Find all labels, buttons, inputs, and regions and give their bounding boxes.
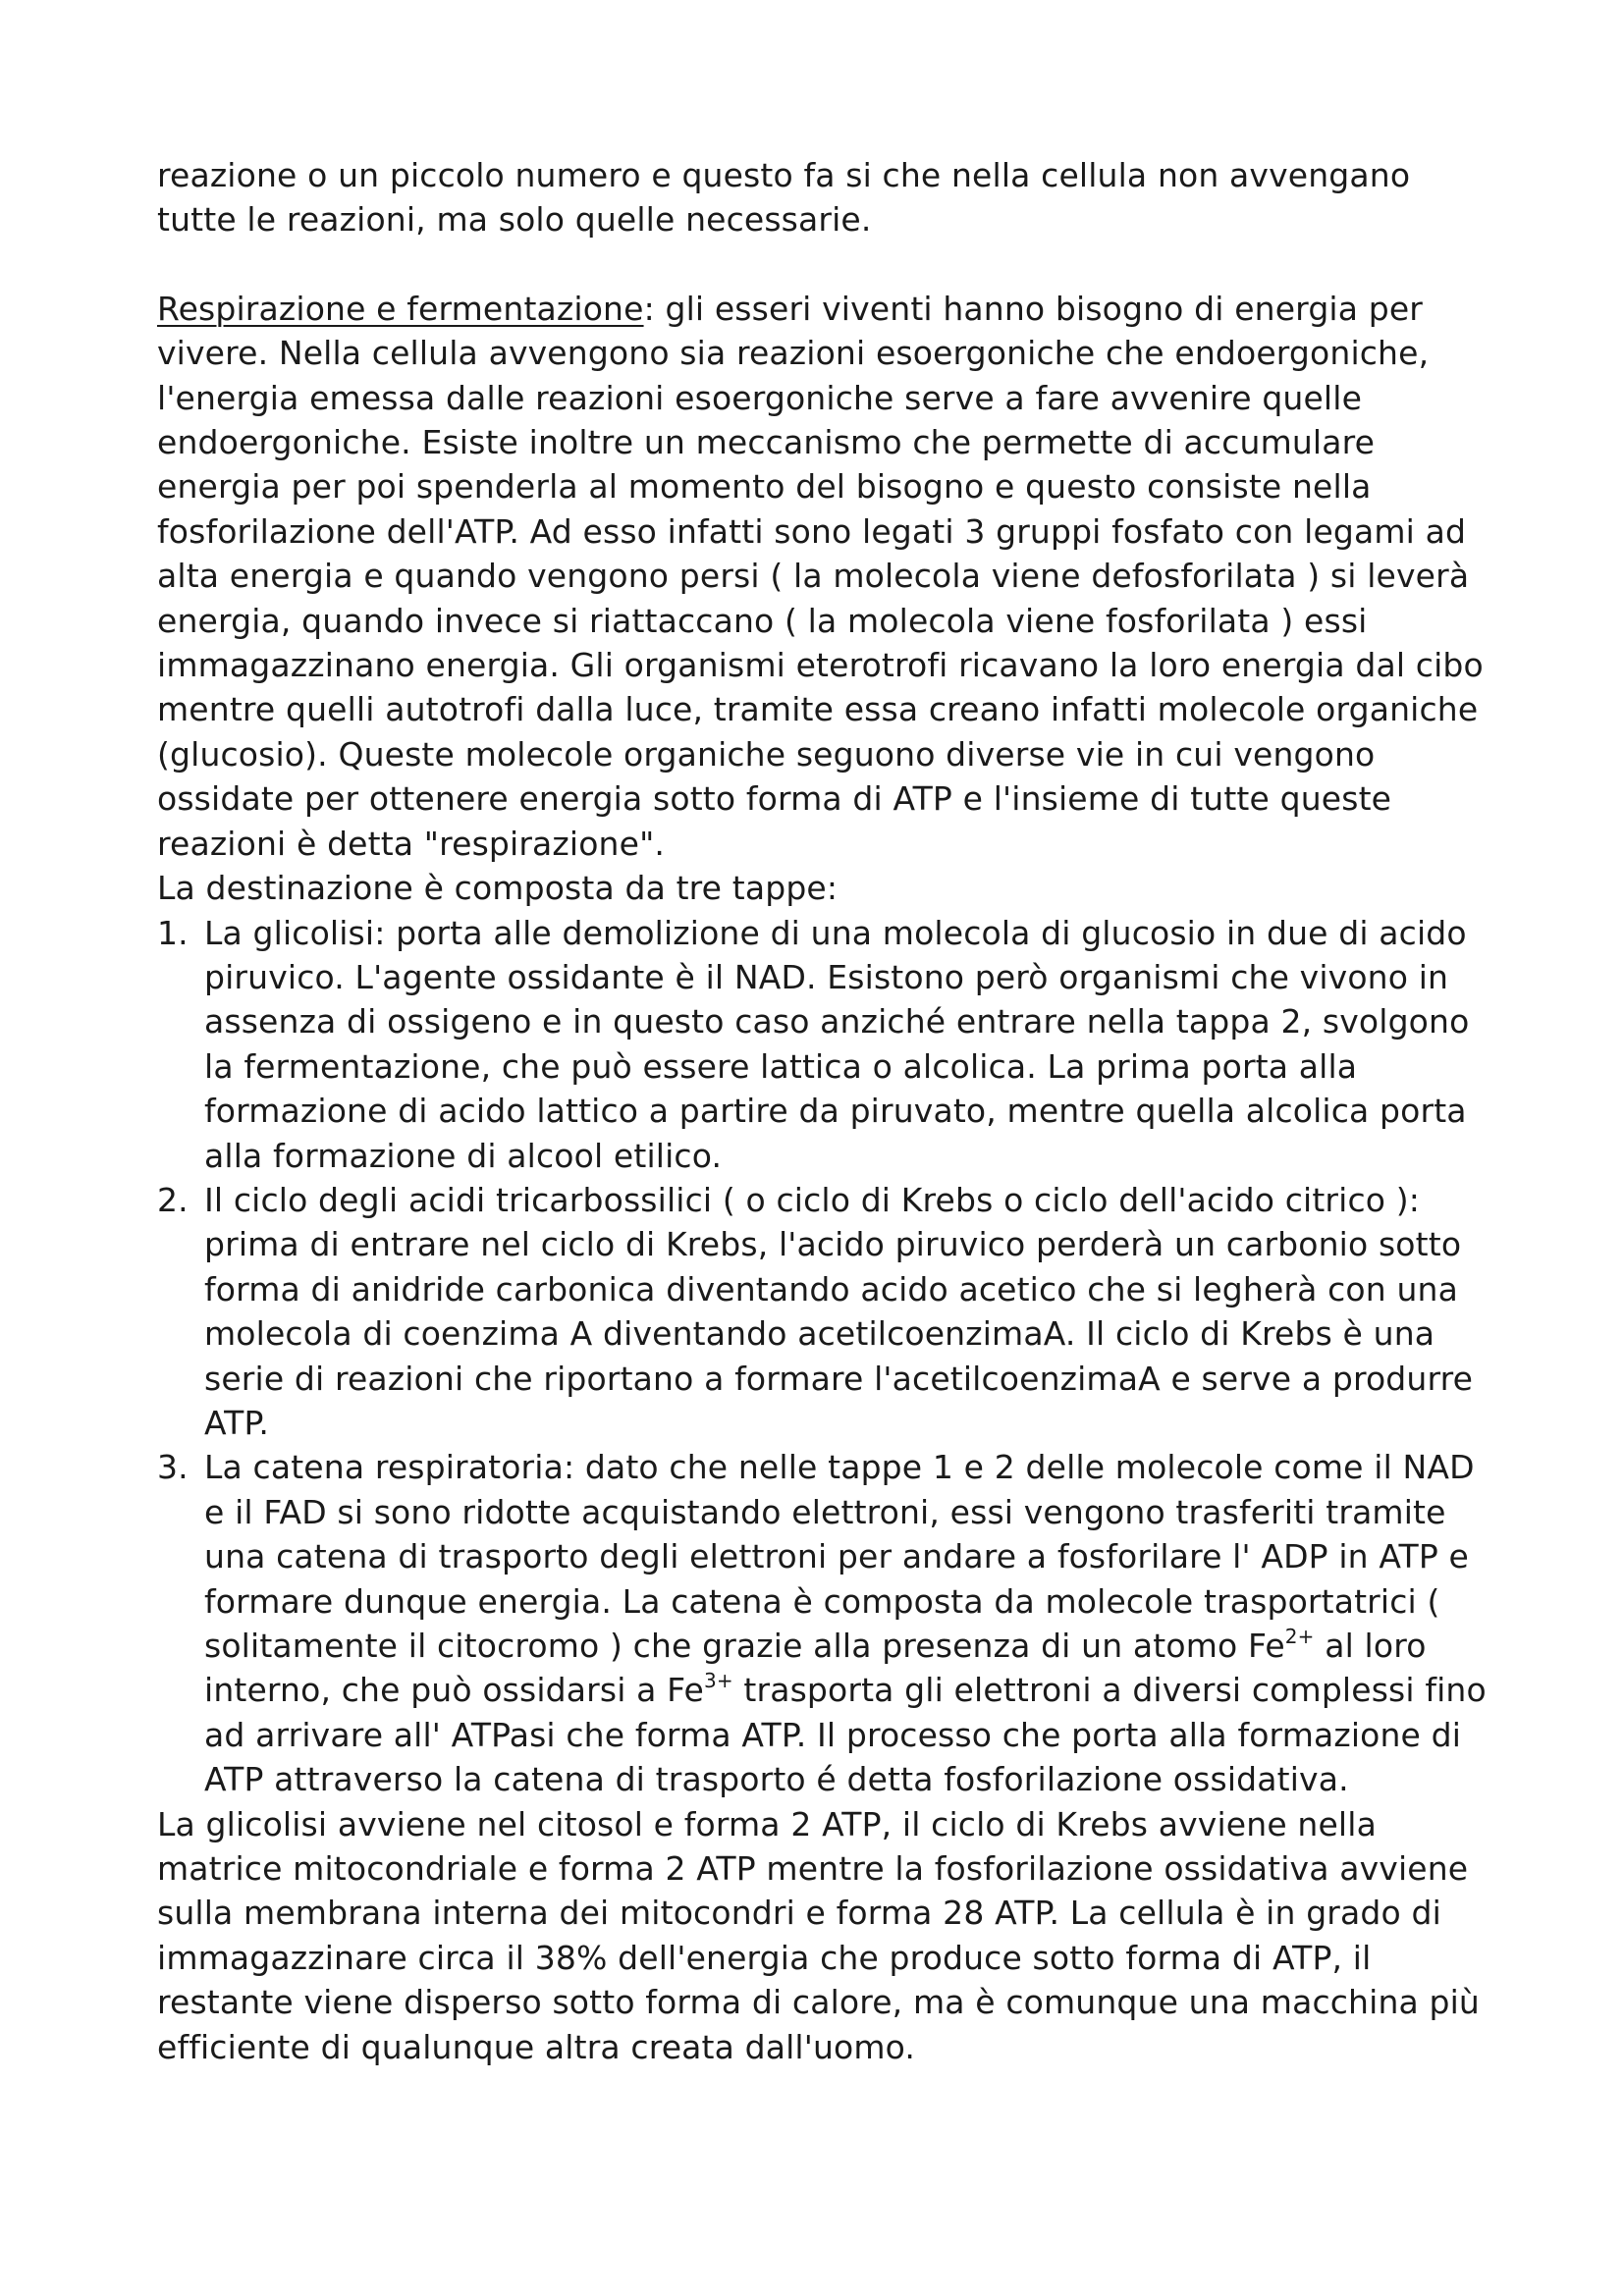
list-item xyxy=(157,1178,1492,1445)
list-item-text-part: trasporta gli elettroni a diversi complessi fino ad arrivare all' ATPasi che forma ATP. Il processo che porta alla formazione di ATP attraverso la catena di trasporto é detta fosforilazione ossidativa. xyxy=(204,1671,1487,1799)
intro-paragraph: reazione o un piccolo numero e questo fa si che nella cellula non avvengano tutte le reazioni, ma solo quelle necessarie. xyxy=(157,156,1411,240)
section-body: gli esseri viventi hanno bisogno di energia per vivere. Nella cellula avvengono sia reazioni esoergoniche che endoergoniche, l'energia emessa dalle reazioni esoergoniche serve a fare avvenire quelle endoergoniche. Esiste inoltre un meccanismo che permette di accumulare energia per poi spenderla al momento del bisogno e questo consiste nella fosforilazione dell'ATP. Ad esso infatti sono legati 3 gruppi fosfato con legami ad alta energia e quando vengono persi ( la molecola viene defosforilata ) si leverà energia, quando invece si riattaccano ( la molecola viene fosforilata ) essi immagazzinano energia. Gli organismi eterotrofi ricavano la loro energia dal cibo mentre quelli autotrofi dalla luce, tramite essa creano infatti molecole organiche (glucosio). Queste molecole organiche seguono diverse vie in cui vengono ossidate per ottenere energia sotto forma di ATP e l'insieme di tutte queste reazioni è detta "respirazione". xyxy=(157,289,1484,863)
respiration-paragraph xyxy=(157,287,1492,866)
stages-list xyxy=(157,911,1492,1802)
list-item-text-part: La catena respiratoria: dato che nelle tappe 1 e 2 delle molecole come il NAD e il FAD si sono ridotte acquistando elettroni, essi vengono trasferiti tramite una catena di trasporto degli elettroni per andare a fosforilare l' ADP in ATP e formare dunque energia. La catena è composta da molecole trasportatrici ( solitamente il citocromo ) che grazie alla presenza di un atomo Fe xyxy=(204,1448,1475,1665)
list-item-text: Il ciclo degli acidi tricarbossilici ( o ciclo di Krebs o ciclo dell'acido citrico ): prima di entrare nel ciclo di Krebs, l'acido piruvico perderà un carbonio sotto forma di anidride carbonica diventando acido acetico che si legherà con una molecola di coenzima A diventando acetilcoenzimaA. Il ciclo di Krebs è una serie di reazioni che riportano a formare l'acetilcoenzimaA e serve a produrre ATP. xyxy=(204,1180,1474,1442)
iron-charge-superscript: 3+ xyxy=(703,1669,733,1693)
section-heading-colon: : xyxy=(643,289,655,328)
list-item-text xyxy=(204,1448,1487,1798)
list-item-text-part: al loro interno, che può ossidarsi a Fe xyxy=(204,1627,1427,1710)
list-item-text: La glicolisi: porta alle demolizione di una molecola di glucosio in due di acido piruvico. L'agente ossidante è il NAD. Esistono però organismi che vivono in assenza di ossigeno e in questo caso anziché entrare nella tappa 2, svolgono la fermentazione, che può essere lattica o alcolica. La prima porta alla formazione di acido lattico a partire da piruvato, mentre quella alcolica porta alla formazione di alcool etilico. xyxy=(204,913,1470,1175)
list-item xyxy=(157,1445,1492,1801)
list-item xyxy=(157,911,1492,1178)
list-item-number: 1. xyxy=(157,913,189,952)
paragraph-spacer xyxy=(157,242,1492,287)
iron-charge-superscript: 2+ xyxy=(1284,1625,1315,1648)
list-intro: La destinazione è composta da tre tappe: xyxy=(157,869,839,908)
document-page xyxy=(157,153,1492,2069)
conclusion-paragraph: La glicolisi avviene nel citosol e forma 2 ATP, il ciclo di Krebs avviene nella matrice mitocondriale e forma 2 ATP mentre la fosforilazione ossidativa avviene sulla membrana interna dei mitocondri e forma 28 ATP. La cellula è in grado di immagazzinare circa il 38% dell'energia che produce sotto forma di ATP, il restante viene disperso sotto forma di calore, ma è comunque una macchina più efficiente di qualunque altra creata dall'uomo. xyxy=(157,1804,1481,2066)
list-item-number: 2. xyxy=(157,1180,189,1219)
section-heading: Respirazione e fermentazione xyxy=(157,289,644,328)
list-item-number: 3. xyxy=(157,1448,189,1487)
